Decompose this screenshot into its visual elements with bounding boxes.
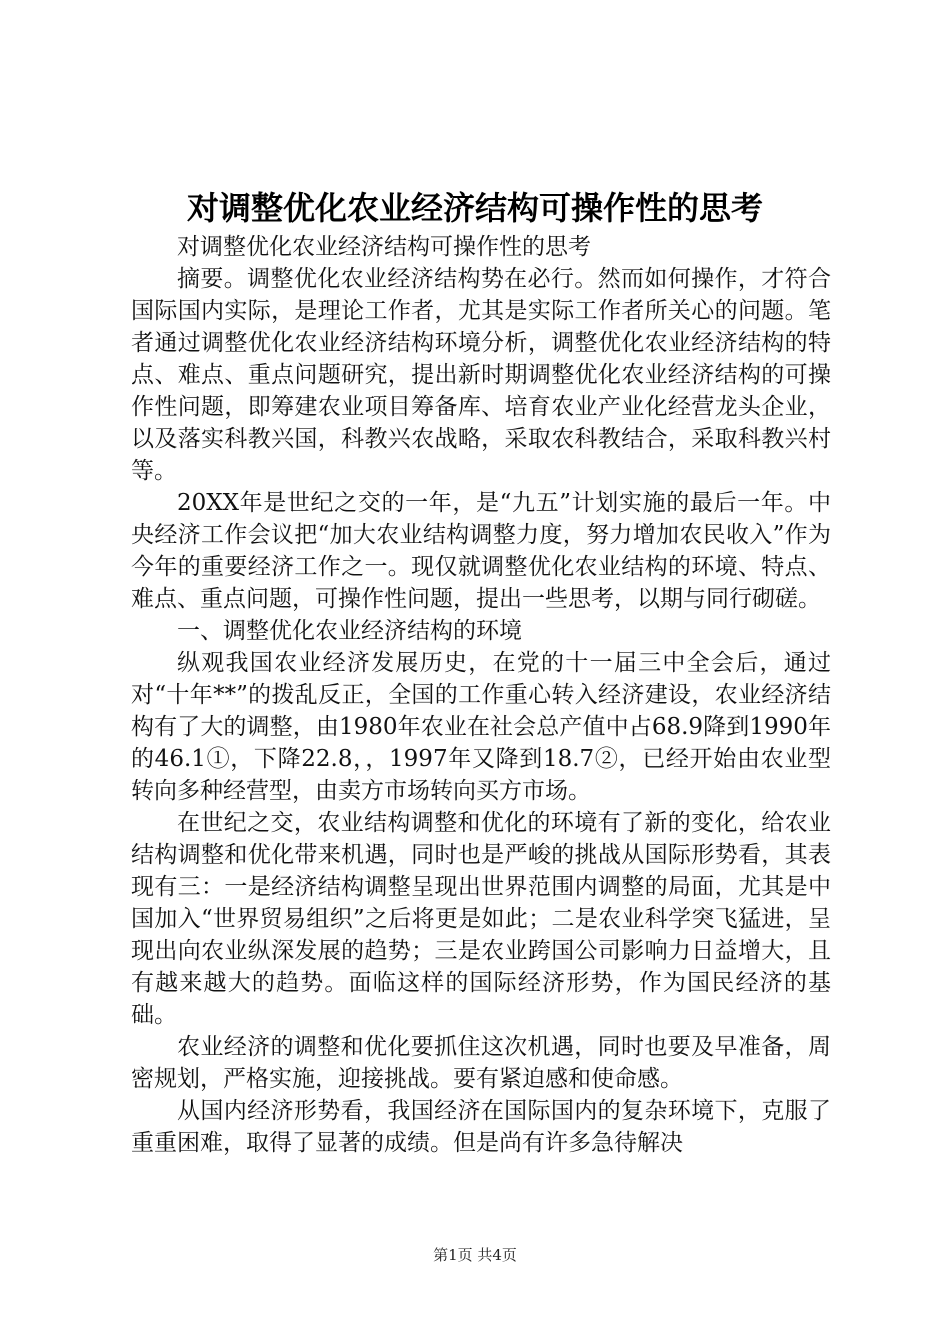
document-title: 对调整优化农业经济结构可操作性的思考 xyxy=(186,189,763,227)
paragraph-intro: 20XX年是世纪之交的一年，是“九五”计划实施的最后一年。中央经济工作会议把“加大农业结构调整力度，努力增加农民收入”作为今年的重要经济工作之一。现仅就调整优化农业结构的环境、特点、难点、重点问题，可操作性问题，提出一些思考，以期与同行砌磋。 xyxy=(131,490,831,612)
paragraph-abstract: 摘要。调整优化农业经济结构势在必行。然而如何操作，才符合国际国内实际，是理论工作者，尤其是实际工作者所关心的问题。笔者通过调整优化农业经济结构环境分析，调整优化农业经济结构的特点、难点、重点问题研究，提出新时期调整优化农业经济结构的可操作性问题，即筹建农业项目筹备库、培育农业产业化经营龙头企业，以及落实科教兴国，科教兴农战略，采取农科教结合，采取科教兴村等。 xyxy=(131,266,831,484)
document-body xyxy=(131,231,831,1159)
paragraph-history: 纵观我国农业经济发展历史，在党的十一届三中全会后，通过对“十年**”的拨乱反正，全国的工作重心转入经济建设，农业经济结构有了大的调整，由1980年农业在社会总产值中占68.9降到1990年的46.1①，下降22.8，，1997年又降到18.7②，已经开始由农业型转向多种经营型，由卖方市场转向买方市场。 xyxy=(131,650,831,804)
paragraph-domestic: 从国内经济形势看，我国经济在国际国内的复杂环境下，克服了重重困难，取得了显著的成绩。但是尚有许多急待解决 xyxy=(131,1098,831,1156)
page-footer: 第1页 共4页 xyxy=(433,1246,517,1264)
section-heading-environment: 一、调整优化农业经济结构的环境 xyxy=(177,618,522,644)
paragraph-opportunity: 农业经济的调整和优化要抓住这次机遇，同时也要及早准备，周密规划，严格实施，迎接挑战。要有紧迫感和使命感。 xyxy=(131,1034,831,1092)
paragraph-subtitle: 对调整优化农业经济结构可操作性的思考 xyxy=(177,234,591,260)
paragraph-international: 在世纪之交，农业结构调整和优化的环境有了新的变化，给农业结构调整和优化带来机遇，同时也是严峻的挑战从国际形势看，其表现有三：一是经济结构调整呈现出世界范围内调整的局面，尤其是中国加入“世界贸易组织”之后将更是如此；二是农业科学突飞猛进，呈现出向农业纵深发展的趋势；三是农业跨国公司影响力日益增大，且有越来越大的趋势。面临这样的国际经济形势，作为国民经济的基础。 xyxy=(131,810,831,1028)
